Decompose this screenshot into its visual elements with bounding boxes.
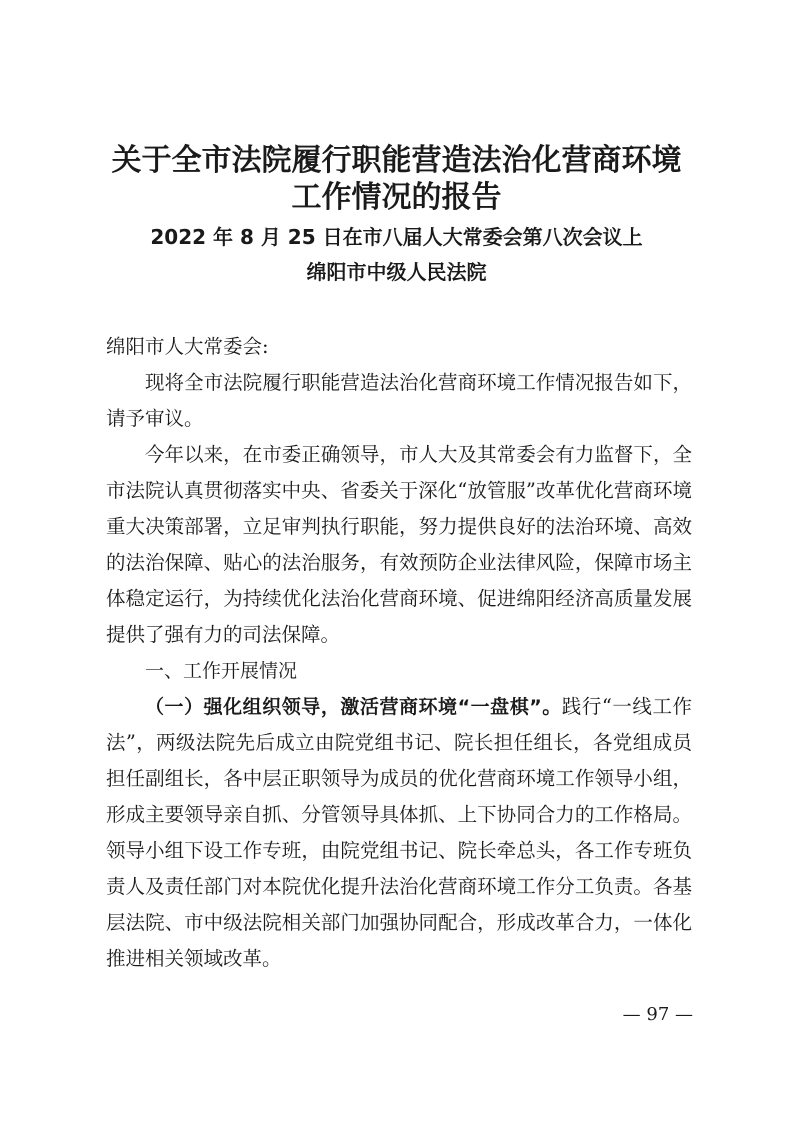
subsection-paragraph [106,689,692,977]
paragraph-overview: 今年以来，在市委正确领导，市人大及其常委会有力监督下，全市法院认真贯彻落实中央、省委关于深化“放管服”改革优化营商环境重大决策部署，立足审判执行职能，努力提供良好的法治环境、高效的法治保障、贴心的法治服务，有效预防企业法律风险，保障市场主体稳定运行，为持续优化法治化营商环境、促进绵阳经济高质量发展提供了强有力的司法保障。 [106,443,692,646]
issuing-organization: 绵阳市中级人民法院 [306,260,487,284]
document-body [106,329,692,977]
document-title-line2: 工作情况的报告 [291,180,502,215]
document-title-line1: 关于全市法院履行职能营造法治化营商环境 [111,143,682,178]
salutation: 绵阳市人大常委会: [106,335,269,358]
subsection-heading: （一）强化组织领导，激活营商环境“一盘棋”。 [145,696,562,718]
paragraph-intro: 现将全市法院履行职能营造法治化营商环境工作情况报告如下，请予审议。 [106,371,692,430]
meeting-info: 2022 年 8 月 25 日在市八届人大常委会第八次会议上 [150,225,643,249]
section-heading: 一、工作开展情况 [145,660,298,682]
subsection-body: 践行“一线工作法”，两级法院先后成立由院党组书记、院长担任组长，各党组成员担任副组长，各中层正职领导为成员的优化营商环境工作领导小组，形成主要领导亲自抓、分管领导具体抓、上下协同合力的工作格局。领导小组下设工作专班，由院党组书记、院长牵总头，各工作专班负责人及责任部门对本院优化提升法治化营商环境工作分工负责。各基层法院、市中级法院相关部门加强协同配合，形成改革合力，一体化推进相关领域改革。 [106,695,692,970]
page-number: — 97 — [622,1004,693,1025]
